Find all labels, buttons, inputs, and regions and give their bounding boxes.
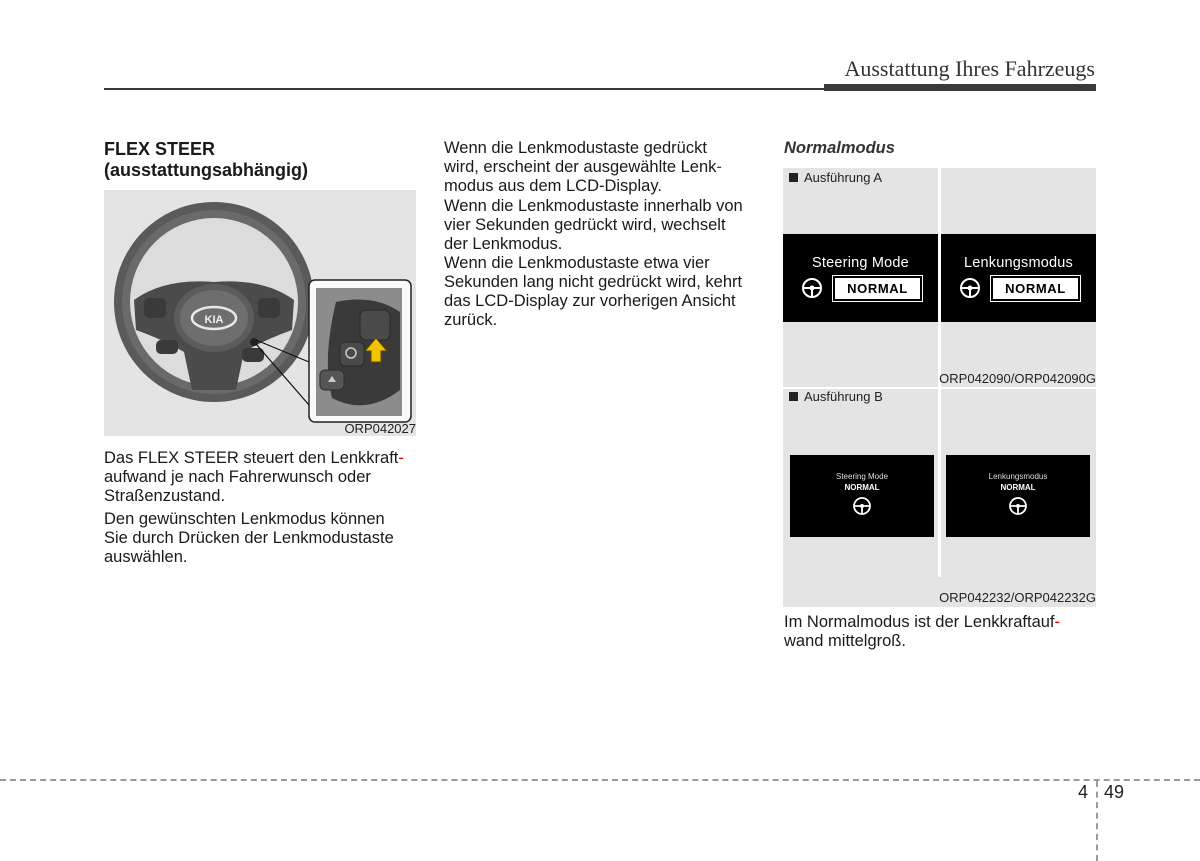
page-number: 49 bbox=[1104, 782, 1125, 802]
text-line: Das FLEX STEER steuert den Lenkkraft bbox=[104, 449, 399, 467]
steering-wheel-figure bbox=[104, 190, 416, 436]
figure-code: ORP042232/ORP042232G bbox=[939, 590, 1096, 605]
running-header: Ausstattung Ihres Fahrzeugs bbox=[844, 56, 1095, 81]
text-line: vier Sekunden gedrückt wird, wechselt bbox=[444, 216, 726, 234]
text-line: das LCD-Display zur vorherigen Ansicht bbox=[444, 292, 736, 310]
kia-logo-text: KIA bbox=[204, 314, 224, 326]
hyphen-mark: - bbox=[716, 158, 722, 176]
text-line: zurück. bbox=[444, 311, 498, 329]
text-line: wand mittelgroß. bbox=[784, 632, 906, 650]
hyphen-mark: - bbox=[398, 449, 404, 467]
figure-code: ORP042090/ORP042090G bbox=[939, 371, 1096, 386]
variant-a-label: Ausführung A bbox=[789, 170, 882, 185]
footer-divider bbox=[1096, 781, 1098, 861]
section-heading bbox=[104, 139, 424, 181]
text-line: Wenn die Lenkmodustaste gedrückt bbox=[444, 139, 707, 157]
text-line: Im Normalmodus ist der Lenkkraftauf bbox=[784, 613, 1055, 631]
text-line: Den gewünschten Lenkmodus können bbox=[104, 510, 385, 528]
paragraph bbox=[784, 613, 1096, 651]
text-line: Straßenzustand. bbox=[104, 487, 226, 505]
steering-wheel-icon bbox=[852, 496, 872, 516]
mode-value: NORMAL bbox=[1000, 483, 1036, 492]
mode-value: NORMAL bbox=[835, 278, 920, 299]
text-line: modus aus dem LCD-Display. bbox=[444, 177, 662, 195]
lcd-screen-lenkungsmodus bbox=[946, 455, 1090, 537]
text-line: aufwand je nach Fahrerwunsch oder bbox=[104, 468, 371, 486]
steering-wheel-icon bbox=[959, 277, 981, 299]
mode-value: NORMAL bbox=[844, 483, 880, 492]
steering-wheel-icon bbox=[801, 277, 823, 299]
header-rule-accent bbox=[824, 84, 1096, 91]
text-line: wird, erscheint der ausgewählte Lenk bbox=[444, 158, 717, 176]
mode-value: NORMAL bbox=[993, 278, 1078, 299]
text-line: der Lenkmodus. bbox=[444, 235, 563, 253]
variant-a-panel bbox=[783, 168, 1096, 387]
lcd-title: Lenkungsmodus bbox=[988, 472, 1048, 481]
footer-rule bbox=[0, 779, 1200, 781]
text-line: Wenn die Lenkmodustaste innerhalb von bbox=[444, 197, 743, 215]
text-line: Sie durch Drücken der Lenkmodustaste bbox=[104, 529, 394, 547]
heading-line: (ausstattungsabhängig) bbox=[104, 160, 309, 180]
chapter-number: 4 bbox=[1078, 782, 1089, 802]
lcd-title: Steering Mode bbox=[812, 255, 909, 271]
variant-b-panel bbox=[783, 387, 1096, 607]
paragraph bbox=[444, 254, 756, 330]
steering-wheel-icon bbox=[1008, 496, 1028, 516]
square-bullet-icon bbox=[789, 392, 798, 401]
paragraph bbox=[444, 197, 756, 254]
lcd-title: Lenkungsmodus bbox=[963, 255, 1073, 271]
lcd-screen-lenkungsmodus bbox=[941, 234, 1096, 322]
paragraph bbox=[444, 139, 756, 196]
text-line: auswählen. bbox=[104, 548, 188, 566]
text-line: Wenn die Lenkmodustaste etwa vier bbox=[444, 254, 710, 272]
variant-b-label: Ausführung B bbox=[789, 389, 883, 404]
steering-wheel-illustration bbox=[104, 190, 416, 436]
heading-line: FLEX STEER bbox=[104, 139, 216, 159]
paragraph bbox=[104, 510, 416, 567]
hyphen-mark: - bbox=[1054, 613, 1061, 631]
paragraph bbox=[104, 449, 416, 506]
lcd-screen-steering-mode bbox=[783, 234, 938, 322]
subheading: Normalmodus bbox=[784, 139, 895, 157]
lcd-screen-steering-mode bbox=[790, 455, 934, 537]
lcd-title: Steering Mode bbox=[835, 472, 889, 481]
figure-code: ORP042027 bbox=[344, 421, 416, 436]
panel-divider bbox=[938, 387, 941, 577]
text-line: Sekunden lang nicht gedrückt wird, kehrt bbox=[444, 273, 743, 291]
square-bullet-icon bbox=[789, 173, 798, 182]
